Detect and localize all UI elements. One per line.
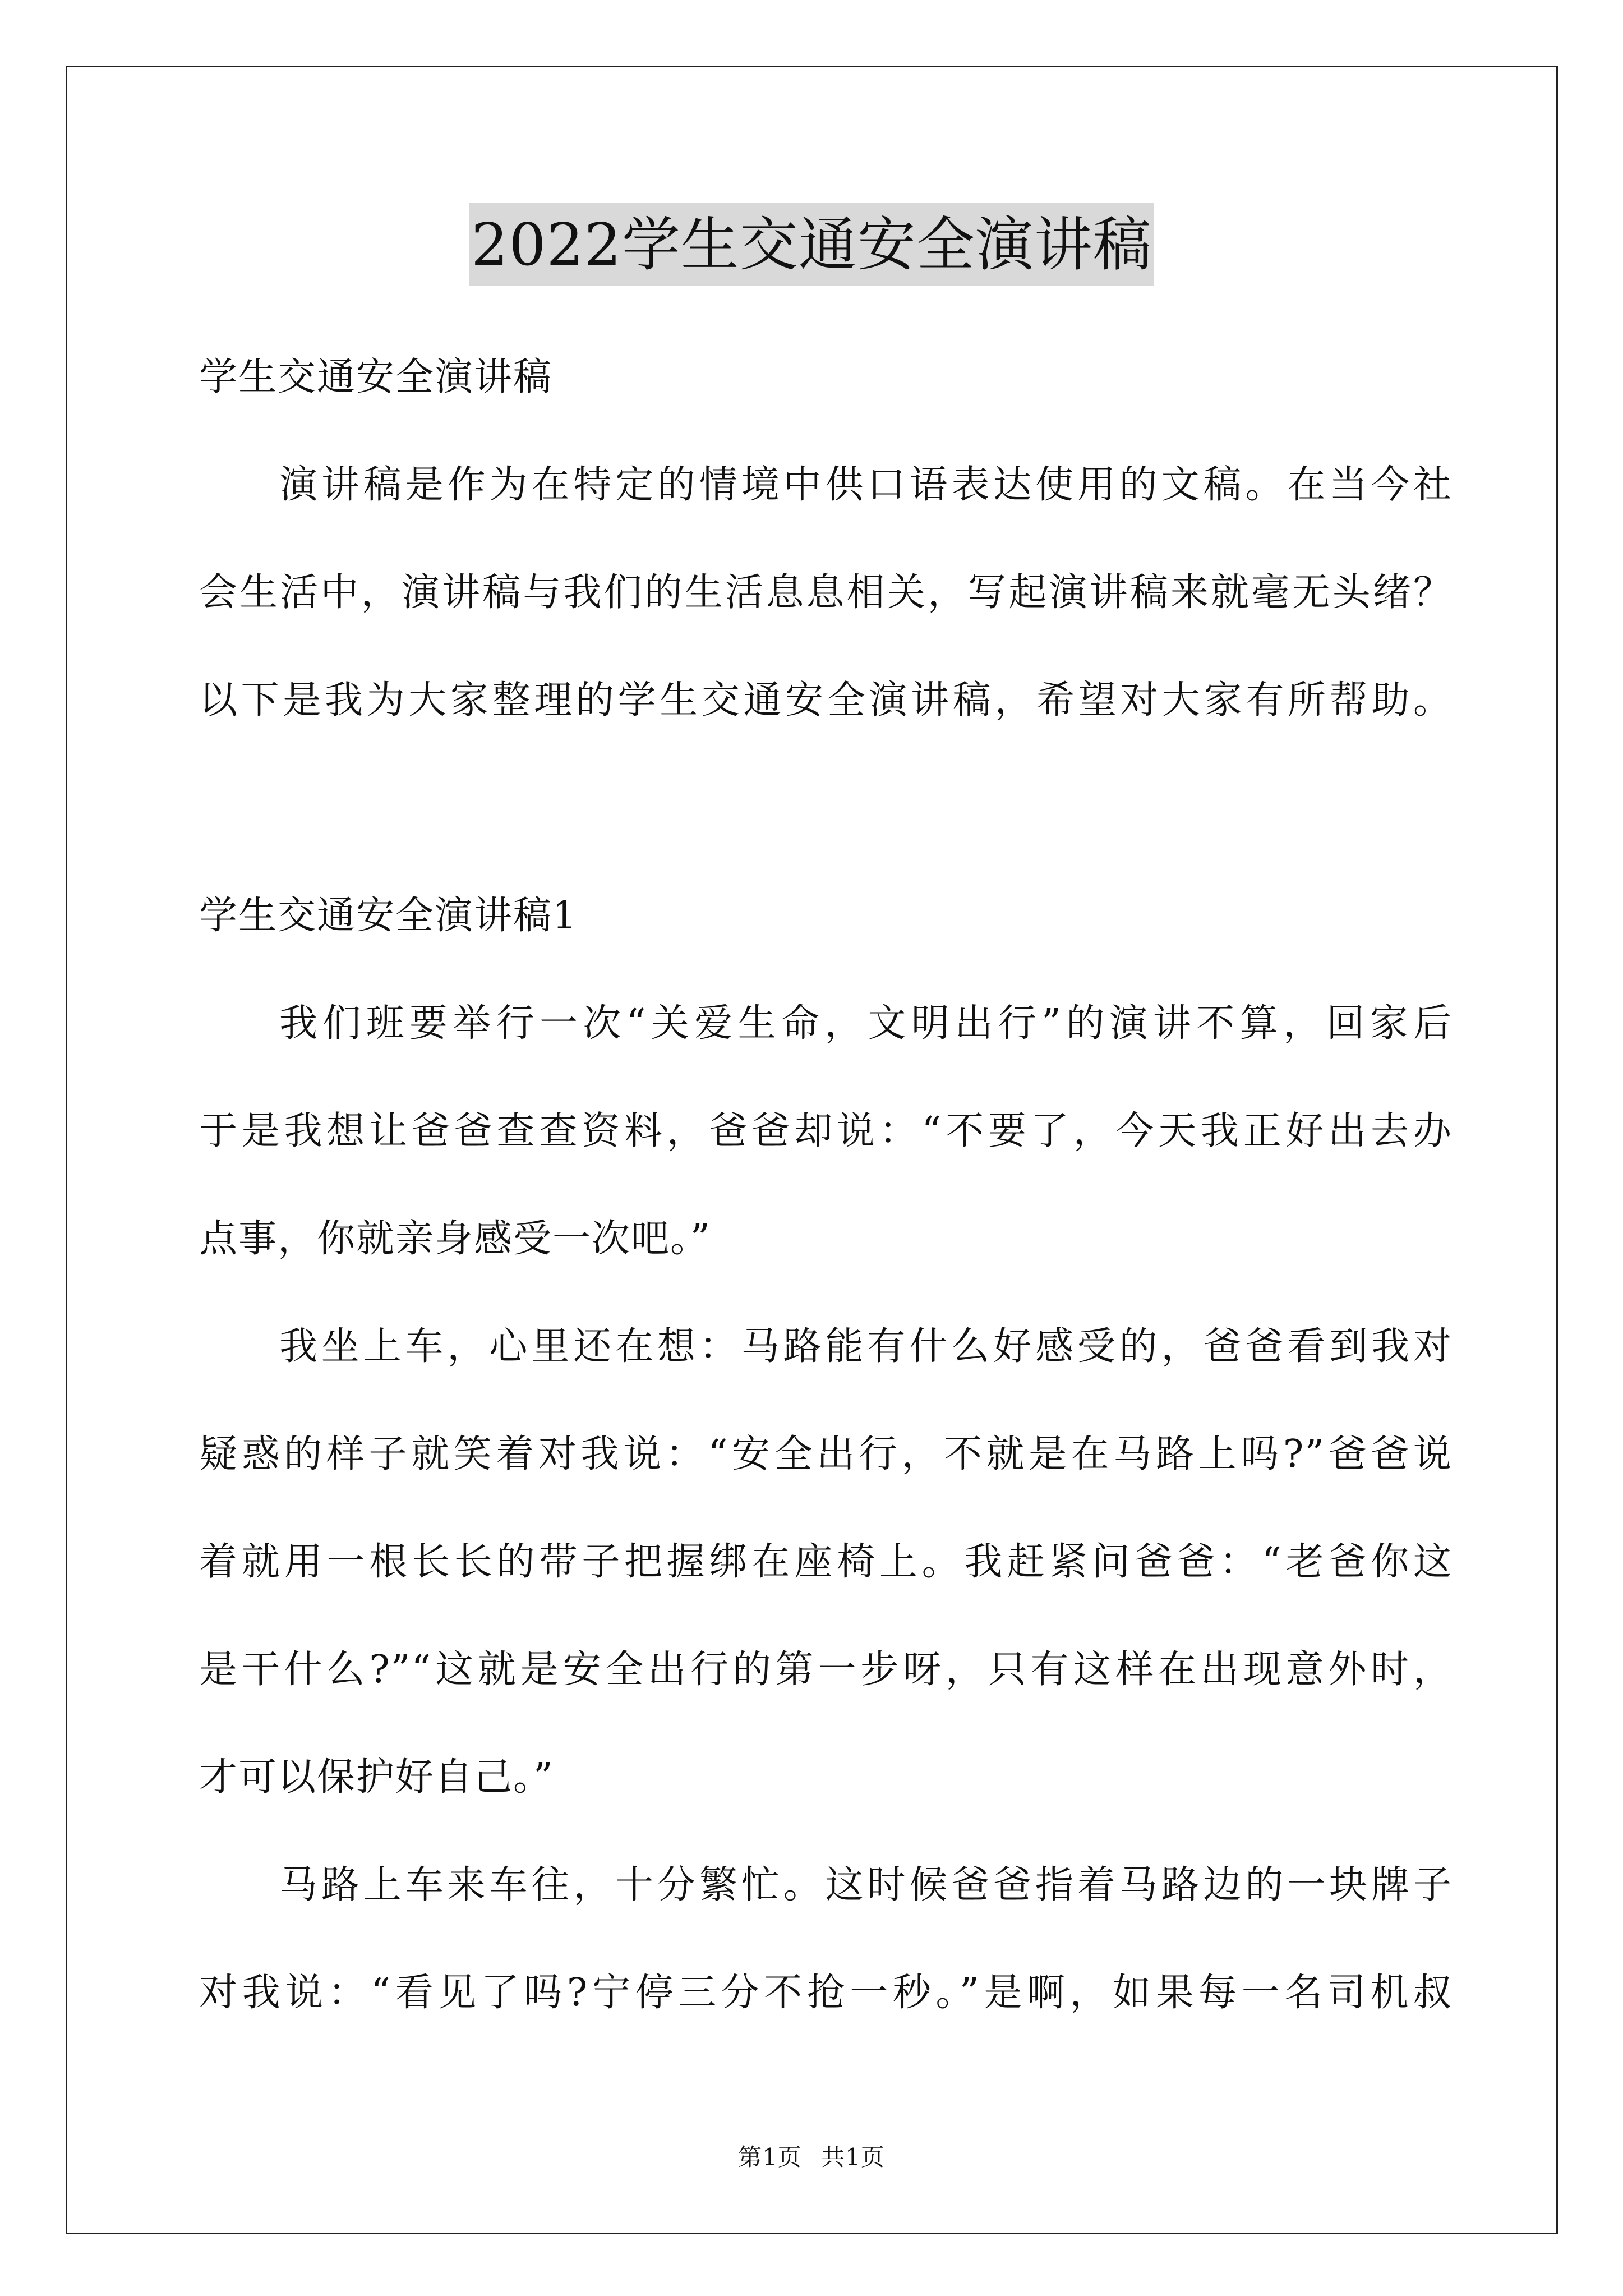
para3-line-2: 对我说：“看见了吗?宁停三分不抢一秒。”是啊，如果每一名司机叔 [199, 1971, 1453, 2015]
para3-line-1: 马路上车来车往，十分繁忙。这时候爸爸指着马路边的一块牌子 [279, 1863, 1453, 1907]
para2-line-5: 才可以保护好自己。” [199, 1755, 554, 1800]
para2-line-4: 是干什么?”“这就是安全出行的第一步呀，只有这样在出现意外时， [199, 1648, 1453, 1692]
para1-line-3: 点事，你就亲身感受一次吧。” [199, 1217, 711, 1261]
section-heading-1: 学生交通安全演讲稿1 [199, 894, 578, 938]
page-number: 第1页 [738, 2143, 802, 2171]
page-footer [0, 2142, 1623, 2173]
title-container [0, 203, 1623, 286]
para1-line-1: 我们班要举行一次“关爱生命，文明出行”的演讲不算，回家后 [279, 1001, 1453, 1046]
document-title: 2022学生交通安全演讲稿 [469, 203, 1154, 286]
section-heading-intro: 学生交通安全演讲稿 [199, 355, 553, 399]
intro-line-1: 演讲稿是作为在特定的情境中供口语表达使用的文稿。在当今社 [279, 463, 1453, 507]
para2-line-3: 着就用一根长长的带子把握绑在座椅上。我赶紧问爸爸：“老爸你这 [199, 1540, 1453, 1584]
intro-line-3: 以下是我为大家整理的学生交通安全演讲稿，希望对大家有所帮助。 [199, 678, 1453, 723]
para1-line-2: 于是我想让爸爸查查资料，爸爸却说：“不要了，今天我正好出去办 [199, 1109, 1453, 1153]
intro-line-2: 会生活中，演讲稿与我们的生活息息相关，写起演讲稿来就毫无头绪？ [199, 570, 1453, 615]
para2-line-1: 我坐上车，心里还在想：马路能有什么好感受的，爸爸看到我对 [279, 1324, 1453, 1369]
para2-line-2: 疑惑的样子就笑着对我说：“安全出行，不就是在马路上吗?”爸爸说 [199, 1432, 1453, 1476]
page-total: 共1页 [821, 2143, 885, 2171]
